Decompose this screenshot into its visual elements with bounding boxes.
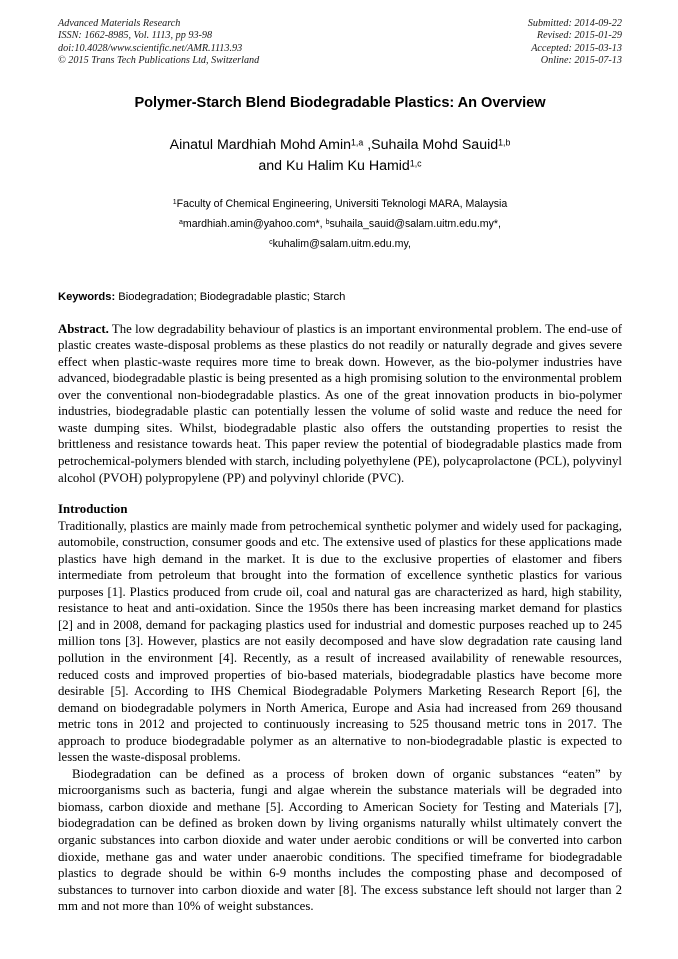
author-separator: ,: [363, 136, 372, 153]
abstract-section: [58, 321, 622, 486]
author-conjunction: and: [258, 157, 287, 174]
journal-issn-volume: ISSN: 1662-8985, Vol. 1113, pp 93-98: [58, 30, 213, 42]
author-line-1: [58, 135, 622, 156]
email-address-b: suhaila_sauid@salam.uitm.edu.my*,: [329, 217, 501, 230]
author-affil-marker-1: 1,a: [351, 136, 364, 147]
author-name-2: Suhaila Mohd Sauid: [371, 136, 499, 153]
introduction-paragraph-2: Biodegradation can be defined as a process of broken down of organic substances “eaten” by microorganisms such as bacteria, fungi and algae wherein the substance materials will be degraded into biomass, carbon dioxide and methane [5]. According to American Society for Testing and Materials [7], biodegradation can be defined as broken down by living organisms naturally whilst ultimately convert the organic substances into carbon dioxide and water under aerobic conditions or will be converted into carbon dioxide, methane gas and water under anaerobic conditions. The specified timeframe for biodegradable plastics to degrade should be within 6-9 months includes the composting phase and decomposed of substances to turnover into carbon dioxide and water [8]. The excess substance left should not larger than 2 mm and not more than 10% of weight substances.: [58, 766, 622, 914]
author-affil-marker-2: 1,b: [498, 136, 511, 147]
journal-header-left: [58, 18, 259, 68]
journal-copyright: © 2015 Trans Tech Publications Ltd, Switzerland: [58, 55, 260, 67]
email-address-a: mardhiah.amin@yahoo.com*,: [182, 217, 326, 230]
author-name-1: Ainatul Mardhiah Mohd Amin: [169, 136, 352, 153]
keywords-label: Keywords:: [58, 290, 116, 303]
abstract-label: Abstract.: [58, 321, 109, 336]
journal-name: Advanced Materials Research: [58, 18, 181, 29]
affiliation-email-line-1: [58, 214, 622, 234]
keywords-line: [58, 290, 622, 305]
email-marker-c: c: [269, 238, 273, 246]
keywords-value: Biodegradation; Biodegradable plastic; Starch: [115, 290, 346, 303]
affiliation-institution: [58, 194, 622, 214]
email-marker-a: a: [179, 218, 183, 226]
affiliation-email-line-2: [58, 234, 622, 254]
author-affil-marker-3: 1,c: [409, 157, 422, 168]
date-online: Online: 2015-07-13: [540, 55, 622, 67]
author-list: [58, 135, 622, 177]
page-title: Polymer-Starch Blend Biodegradable Plastics: An Overview: [134, 94, 546, 111]
affiliation-marker: 1: [172, 198, 177, 206]
abstract-text: The low degradability behaviour of plastics is an important environmental problem. The end-use of plastic creates waste-disposal problems as these plastics do not readily or naturally degrade and gives severe effect when plastic-waste requires more time to break down. However, as the bio-polymer industries have advanced, biodegradable plastic is being presented as a high promising solution to the environmental problem over the conventional non-biodegradable plastics. As one of the great innovation products in bio-polymer industries, biodegradable plastic can potentially lessen the volume of solid waste and reduce the need for waste dumping sites. Whilst, biodegradable plastic also offers the outstanding properties to resist the brittleness and resistance towards heat. This paper review the potential of biodegradable plastics made from petrochemical-polymers blended with starch, including polyethylene (PE), polycaprolactone (PCL), polyvinyl alcohol (PVOH) polypropylene (PP) and polyvinyl chloride (PVC).: [58, 321, 622, 485]
introduction-heading: Introduction: [58, 502, 128, 517]
introduction-paragraph-1: Traditionally, plastics are mainly made from petrochemical synthetic polymer and widely used for packaging, automobile, construction, consumer goods and etc. The extensive used of plastics for these applications made plastics have high demand in the market. It is due to the exclusive properties of elastomer and fibers intermediate from petroleum that brought into the formation of excellence synthetic plastics for various purposes [1]. Plastics produced from crude oil, coal and natural gas are characterized as hard, high stability, resistance to heat and anti-oxidation. Since the 1950s there has been increasing market demand for plastics [2] and in 2008, demand for packaging plastics used for industrial and domestic purposes reached up to 245 million tons [3]. However, plastics are not easily decomposed and have slow degradation rate causing land pollution in the environment [4]. Recently, as a result of increased availability of renewable resources, reduced costs and improved properties of bio-based materials, biodegradable plastics have become more desirable [5]. According to IHS Chemical Biodegradable Polymers Marketing Research Report [6], the demand on biodegradable polymers in North America, Europe and Asia had increased from 269 thousand metric tons in 2012 and projected to continuously increasing to 525 thousand metric tons in 2017. The approach to produce biodegradable polymer as an alternative to non-biodegradable plastic is expected to lessen the waste-disposal problems.: [58, 518, 622, 765]
journal-header-dates: [528, 18, 622, 68]
date-submitted: Submitted: 2014-09-22: [527, 18, 622, 29]
author-name-3: Ku Halim Ku Hamid: [286, 157, 410, 174]
journal-doi: doi:10.4028/www.scientific.net/AMR.1113.93: [58, 42, 243, 54]
affiliation-block: [58, 194, 622, 254]
date-accepted: Accepted: 2015-03-13: [531, 42, 622, 54]
affiliation-institution-text: Faculty of Chemical Engineering, Universiti Teknologi MARA, Malaysia: [176, 197, 508, 210]
email-marker-b: b: [325, 218, 330, 226]
journal-header: [58, 18, 622, 68]
email-address-c: kuhalim@salam.uitm.edu.my,: [272, 237, 411, 250]
date-revised: Revised: 2015-01-29: [536, 30, 622, 42]
author-line-2: [58, 156, 622, 177]
